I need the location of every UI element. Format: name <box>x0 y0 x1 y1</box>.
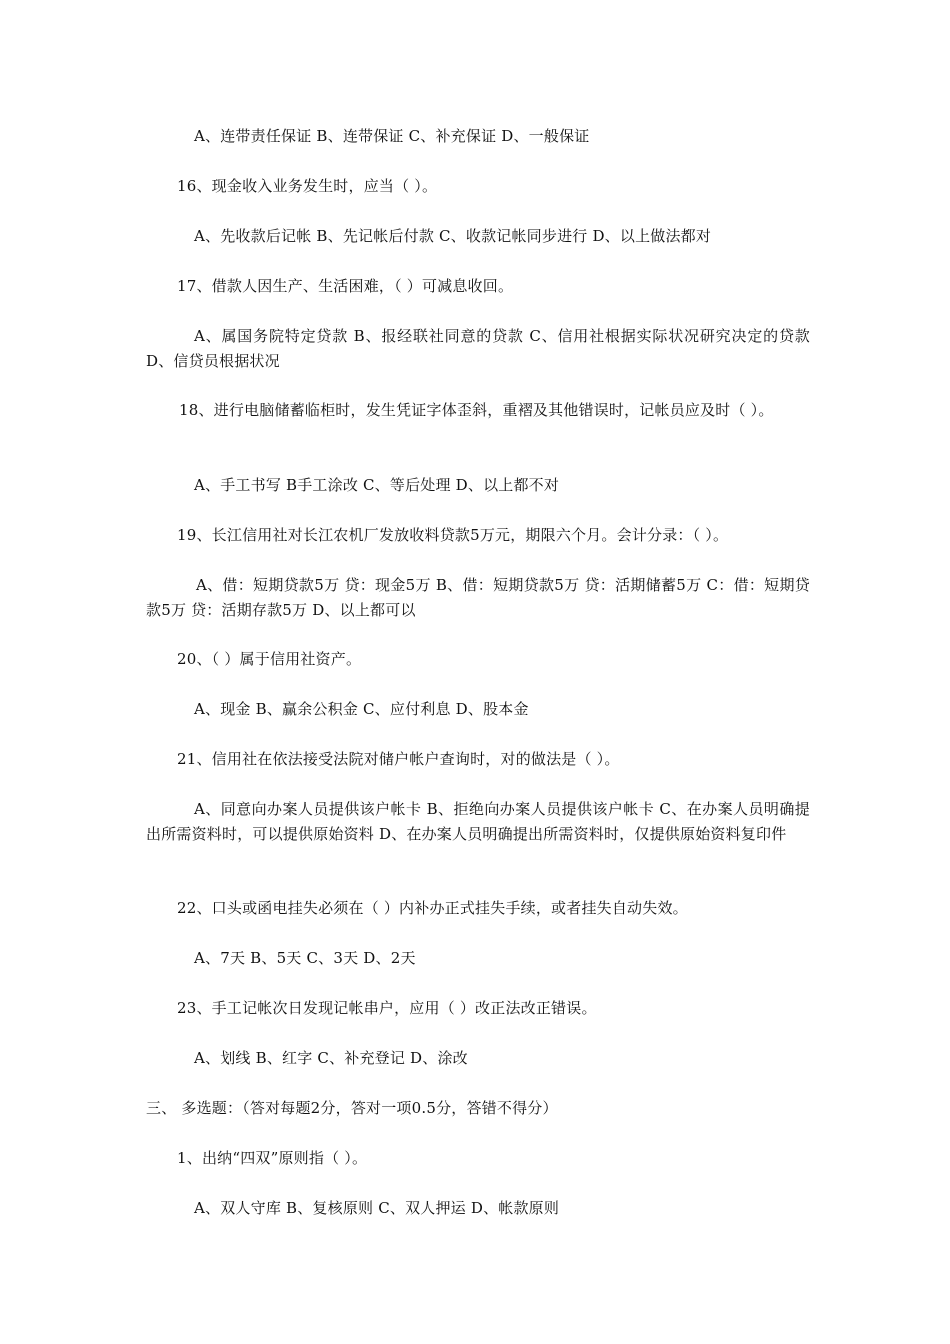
question-19: 19、长江信用社对长江农机厂发放收料贷款5万元，期限六个月。会计分录：（ ）。 <box>177 526 729 544</box>
question-17: 17、借款人因生产、生活困难，（ ）可减息收回。 <box>177 277 514 295</box>
answer-options-21: A、同意向办案人员提供该户帐卡 B、拒绝向办案人员提供该户帐卡 C、在办案人员明确提出所需资料时，可以提供原始资料 D、在办案人员明确提出所需资料时，仅提供原始资料复印件 <box>146 800 810 843</box>
question-multi-1: 1、出纳“四双”原则指（ ）。 <box>177 1149 368 1167</box>
question-22: 22、口头或函电挂失必须在（ ）内补办正式挂失手续，或者挂失自动失效。 <box>177 899 688 917</box>
question-18: 18、进行电脑储蓄临柜时，发生凭证字体歪斜，重褶及其他错误时，记帐员应及时（ ）。 <box>179 401 774 419</box>
answer-options-16: A、先收款后记帐 B、先记帐后付款 C、收款记帐同步进行 D、以上做法都对 <box>194 227 712 245</box>
answer-options-18: A、手工书写 B手工涂改 C、等后处理 D、以上都不对 <box>194 476 560 494</box>
question-21: 21、信用社在依法接受法院对储户帐户查询时，对的做法是（ ）。 <box>177 750 620 768</box>
answer-options-multi-1: A、双人守库 B、复核原则 C、双人押运 D、帐款原则 <box>194 1199 560 1217</box>
answer-options-19: A、借：短期贷款5万 贷：现金5万 B、借：短期贷款5万 贷：活期储蓄5万 C：借：短期贷款5万 贷：活期存款5万 D、以上都可以 <box>146 576 810 619</box>
question-20: 20、（ ）属于信用社资产。 <box>177 650 362 668</box>
question-16: 16、现金收入业务发生时，应当（ ）。 <box>177 177 438 195</box>
answer-options-15: A、连带责任保证 B、连带保证 C、补充保证 D、一般保证 <box>194 127 590 145</box>
answer-options-23: A、划线 B、红字 C、补充登记 D、涂改 <box>194 1049 468 1067</box>
answer-options-20: A、现金 B、赢余公积金 C、应付利息 D、股本金 <box>194 700 529 718</box>
section-heading-multiple-choice: 三、 多选题：（答对每题2分，答对一项0.5分，答错不得分） <box>146 1099 558 1117</box>
answer-options-22: A、7天 B、5天 C、3天 D、2天 <box>194 949 416 967</box>
answer-options-17: A、属国务院特定贷款 B、报经联社同意的贷款 C、信用社根据实际状况研究决定的贷款 D、信贷员根据状况 <box>146 327 810 370</box>
question-23: 23、手工记帐次日发现记帐串户，应用（ ）改正法改正错误。 <box>177 999 597 1017</box>
